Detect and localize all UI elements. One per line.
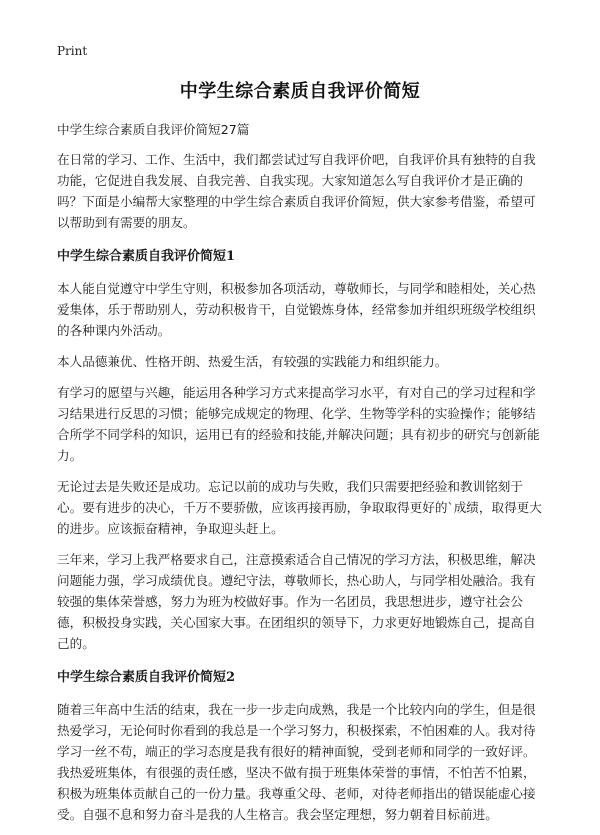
paragraph: 随着三年高中生活的结束，我在一步一步走向成熟，我是一个比较内向的学生，但是很热爱学习，无论何时你看到的我总是一个学习努力，积极探索，不怕困难的人。我对待学习一丝不苟，端正的学习态度是我有很好的精神面貌，受到老师和同学的一致好评。我热爱班集体，有很强的责任感，坚决不做有损于班集体荣誉的事情，不怕苦不怕累，积极为班集体贡献自己的一份力量。我尊重父母、老师，对待老师指出的错误能虚心接受。自强不息和努力奋斗是我的人生格言。我会坚定理想，努力朝着目标前进。 — [57, 702, 536, 822]
section-heading-1: 中学生综合素质自我评价简短1 — [57, 249, 236, 264]
paragraph: 无论过去是失败还是成功。忘记以前的成功与失败，我们只需要把经验和教训铭刻于心。要有进步的决心，千万不要骄傲，应该再接再励，争取取得更好的`成绩，取得更大的进步。应该振奋精神，争取迎头赶上。 — [57, 479, 542, 536]
paragraph: 本人品德兼优、性格开朗、热爱生活，有较强的实践能力和组织能力。 — [57, 354, 448, 369]
article-body — [57, 119, 545, 835]
section-heading-2: 中学生综合素质自我评价简短2 — [57, 670, 236, 685]
page-title: 中学生综合素质自我评价简短 — [179, 81, 421, 102]
print-link[interactable]: Print — [57, 44, 88, 58]
paragraph: 本人能自觉遵守中学生守则，积极参加各项活动，尊敬师长，与同学和睦相处，关心热爱集体，乐于帮助别人，劳动积极肯干，自觉锻炼身体，经常参加并组织班级学校组织的各种课内外活动。 — [57, 281, 536, 338]
paragraph: 有学习的愿望与兴趣，能运用各种学习方式来提高学习水平，有对自己的学习过程和学习结果进行反思的习惯；能够完成规定的物理、化学、生物等学科的实验操作；能够结合所学不同学科的知识，运用已有的经验和技能,并解决问题；具有初步的研究与创新能力。 — [57, 385, 540, 463]
intro-paragraph: 在日常的学习、工作、生活中，我们都尝试过写自我评价吧，自我评价具有独特的自我功能，它促进自我发展、自我完善、自我实现。大家知道怎么写自我评价才是正确的吗？下面是小编帮大家整理的中学生综合素质自我评价简短，供大家参考借鉴，希望可以帮助到有需要的朋友。 — [57, 152, 536, 230]
article-subtitle: 中学生综合素质自我评价简短27篇 — [57, 122, 250, 137]
paragraph: 三年来，学习上我严格要求自己，注意摸索适合自己情况的学习方法，积极思维，解决问题能力强，学习成绩优良。遵纪守法，尊敬师长，热心助人，与同学相处融洽。我有较强的集体荣誉感，努力为班为校做好事。作为一名团员，我思想进步，遵守社会公德，积极投身实践，关心国家大事。在团组织的领导下，力求更好地锻炼自己，提高自己的。 — [57, 552, 536, 651]
